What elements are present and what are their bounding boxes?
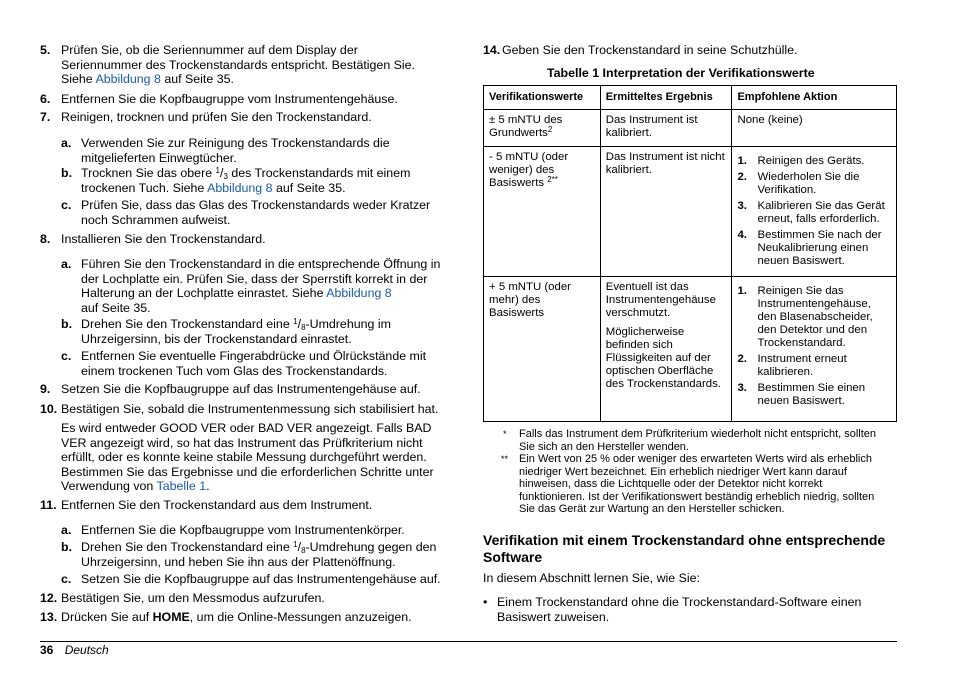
table-cell	[600, 277, 732, 422]
substep-text: des Trockenstandards mit einem	[227, 166, 411, 180]
table-cell: None (keine)	[732, 110, 897, 147]
footnote-text: funktionieren. Ist der Verifikationswert beständig erheblich niedrig, sollten	[519, 490, 875, 503]
footnote-text: Sie das Gerät zur Wartung an den Hersteller schicken.	[519, 503, 785, 516]
fraction-numerator: 1	[215, 166, 220, 175]
substep-text: -Umdrehung gegen den	[305, 540, 437, 554]
paragraph-line: Bestimmen Sie das Ergebnisse und die erforderlichen Schritte unter	[61, 464, 434, 479]
step-8b: b. Drehen Sie den Trockenstandard eine $^1/_8$-Umdrehung im Uhrzeigersinn, bis der Trockenstandard einrastet.	[61, 317, 461, 346]
bullet-text: Einem Trockenstandard ohne die Trockenstandard-Software einen	[497, 595, 862, 609]
action-text: neuen Basiswert.	[757, 395, 845, 407]
action-number: 3.	[737, 382, 747, 394]
section-heading-line: Software	[483, 549, 543, 565]
action-text: Neukalibrierung einen	[757, 242, 869, 254]
step-number: 13.	[40, 610, 58, 624]
step-7	[40, 110, 372, 125]
substep-text: Verwenden Sie zur Reinigung des Trockenstandards die	[81, 136, 390, 150]
table-row	[484, 277, 897, 422]
substep-text: Halterung an der Lochplatte einrastet. Siehe	[81, 286, 327, 301]
action-text: kalibrieren.	[757, 366, 814, 378]
action-text: Instrumentengehäuse,	[757, 298, 871, 310]
link-abbildung-8[interactable]: Abbildung 8	[326, 286, 392, 301]
action-list	[737, 285, 891, 408]
table-cell	[484, 110, 601, 147]
section-heading-line: Verifikation mit einem Trockenstandard ohne entsprechende	[483, 532, 886, 548]
step-14	[483, 43, 798, 58]
fraction-numerator: 1	[293, 317, 298, 326]
substep-text: Entfernen Sie die Kopfbaugruppe vom Instrumentenkörper.	[81, 523, 405, 537]
cell-text: Instrumentengehäuse	[605, 294, 716, 306]
step-text: auf Seite 35.	[160, 72, 234, 87]
substep-text: Prüfen Sie, dass das Glas des Trockenstandards weder Kratzer	[81, 198, 431, 212]
substep-label: b.	[61, 540, 73, 554]
table-header-cell: Empfohlene Aktion	[732, 86, 897, 110]
action-item	[737, 200, 891, 226]
action-item	[737, 229, 891, 268]
substep-text: Uhrzeigersinn, und heben Sie ihn aus der Plattenöffnung.	[81, 554, 396, 569]
cell-text: Basiswerts	[489, 177, 548, 189]
step-number: 5.	[40, 43, 51, 57]
step-5	[40, 43, 460, 87]
step-text: Installieren Sie den Trockenstandard.	[61, 232, 266, 246]
paragraph-line: VER angezeigt wird, so hat das Instrument das Prüfkriterium nicht	[61, 435, 423, 450]
substep-text: mitgelieferten Einwegtücher.	[81, 150, 237, 165]
action-text: Verifikation.	[757, 184, 817, 196]
cell-text: optischen Oberfläche	[605, 365, 714, 377]
step-8a	[61, 257, 461, 315]
cell-text: kalibriert.	[605, 127, 652, 139]
bullet-mark: •	[483, 595, 488, 609]
action-number: 3.	[737, 200, 747, 212]
step-text: , um die Online-Messungen anzuzeigen.	[189, 610, 412, 624]
step-7a	[61, 136, 461, 165]
step-13	[40, 610, 412, 625]
footnote-text: Ein Wert von 25 % oder weniger des erwarteten Werts wird als erheblich	[519, 453, 872, 465]
action-item	[737, 155, 891, 168]
footnote-text: hinweisen, dass die Lichtquelle oder der Detektor nicht korrekt	[519, 478, 823, 491]
fraction-denominator: 3	[223, 172, 228, 181]
cell-text: verschmutzt.	[605, 307, 671, 319]
paragraph-line: Verwendung von	[61, 479, 157, 494]
action-item	[737, 382, 891, 408]
footnote-mark: *	[503, 429, 507, 439]
action-text: Reinigen Sie das	[757, 285, 844, 297]
cell-text: + 5 mNTU (oder	[489, 281, 571, 293]
action-text: Bestimmen Sie nach der	[757, 229, 882, 241]
substep-text: Setzen Sie die Kopfbaugruppe auf das Instrumentengehäuse auf.	[81, 572, 441, 586]
table-header-cell: Verifikationswerte	[484, 86, 601, 110]
page-number: 36	[40, 643, 54, 657]
action-text: neuen Basiswert.	[757, 255, 845, 267]
table-header-row	[484, 86, 897, 110]
cell-text: befinden sich	[605, 339, 673, 351]
footnote-ref: 2	[547, 125, 553, 134]
footer-language: Deutsch	[64, 643, 109, 657]
substep-label: b.	[61, 317, 73, 331]
step-11	[40, 498, 372, 513]
step-9	[40, 382, 421, 397]
substep-label: a.	[61, 257, 72, 271]
substep-text: Trocknen Sie das obere	[81, 166, 216, 180]
action-number: 4.	[737, 229, 747, 241]
action-number: 1.	[737, 285, 747, 297]
substep-label: c.	[61, 572, 72, 586]
step-8c	[61, 349, 461, 378]
cell-text: mehr) des	[489, 294, 541, 306]
bullet-item	[483, 595, 897, 624]
cell-text: ± 5 mNTU des	[489, 114, 563, 126]
substep-text: einem trockenen Tuch vom Glas des Trockenstandards.	[81, 363, 388, 378]
table-cell	[484, 277, 601, 422]
substep-text: Führen Sie den Trockenstandard in die entsprechende Öffnung in	[81, 257, 441, 271]
footnote-1	[503, 428, 899, 453]
step-text: Siehe	[61, 72, 96, 87]
footnote-2	[501, 453, 899, 516]
step-text: Setzen Sie die Kopfbaugruppe auf das Instrumentengehäuse auf.	[61, 382, 421, 396]
step-number: 9.	[40, 382, 51, 396]
action-text: Trockenstandard.	[757, 337, 846, 349]
action-text: Kalibrieren Sie das Gerät	[757, 200, 885, 212]
action-text: Reinigen des Geräts.	[757, 155, 865, 167]
step-10-paragraph	[61, 421, 461, 494]
step-text: Entfernen Sie die Kopfbaugruppe vom Instrumentengehäuse.	[61, 92, 398, 106]
table-cell	[732, 147, 897, 277]
cell-text: weniger) des	[489, 164, 555, 176]
cell-text: kalibriert.	[605, 164, 652, 176]
table-header-cell: Ermitteltes Ergebnis	[600, 86, 732, 110]
substep-label: a.	[61, 136, 72, 150]
substep-text: Drehen Sie den Trockenstandard eine	[81, 317, 294, 331]
substep-label: a.	[61, 523, 72, 537]
step-text: Prüfen Sie, ob die Seriennummer auf dem Display der	[61, 43, 358, 57]
substep-text: auf Seite 35.	[81, 300, 151, 315]
substep-text: Entfernen Sie eventuelle Fingerabdrücke und Ölrückstände mit	[81, 349, 427, 363]
step-text: Seriennummer des Trockenstandards entspricht. Bestätigen Sie.	[61, 57, 416, 72]
step-text: Bestätigen Sie, um den Messmodus aufzurufen.	[61, 591, 325, 605]
action-text: erneut, falls erforderlich.	[757, 213, 880, 225]
substep-text: noch Schrammen aufweist.	[81, 212, 231, 227]
cell-text: Grundwerts	[489, 127, 548, 139]
table-row	[484, 110, 897, 147]
table-row	[484, 147, 897, 277]
fraction-numerator: 1	[293, 540, 298, 549]
step-11b: b. Drehen Sie den Trockenstandard eine $^1/_8$-Umdrehung gegen den Uhrzeigersinn, und heben Sie ihn aus der Plattenöffnung.	[61, 540, 461, 569]
action-text: Instrument erneut	[757, 353, 847, 365]
step-number: 6.	[40, 92, 51, 106]
step-11c	[61, 572, 461, 587]
paragraph-line: Es wird entweder GOOD VER oder BAD VER angezeigt. Falls BAD	[61, 421, 432, 435]
step-number: 8.	[40, 232, 51, 246]
section-intro: In diesem Abschnitt lernen Sie, wie Sie:	[483, 571, 700, 585]
home-key-label: HOME	[152, 610, 190, 624]
substep-text: auf Seite 35.	[272, 180, 346, 195]
action-item	[737, 353, 891, 379]
substep-text: der Lochplatte ein. Prüfen Sie, dass der Sperrstift korrekt in der	[81, 271, 428, 286]
action-item	[737, 171, 891, 197]
table-cell	[732, 277, 897, 422]
action-list	[737, 155, 891, 268]
table-caption: Tabelle 1 Interpretation der Verifikationswerte	[547, 66, 815, 80]
paragraph-line: .	[206, 479, 210, 494]
action-item	[737, 285, 891, 350]
action-text: den Detektor und den	[757, 324, 868, 336]
footnote-text: Sie sich an den Hersteller wenden.	[519, 440, 689, 453]
footnote-ref: 2**	[547, 175, 558, 184]
link-abbildung-8[interactable]: Abbildung 8	[95, 72, 161, 87]
verification-table	[483, 85, 897, 422]
cell-text: des Trockenstandards.	[605, 378, 721, 390]
step-6	[40, 92, 398, 107]
step-text: Bestätigen Sie, sobald die Instrumentenmessung sich stabilisiert hat.	[61, 402, 439, 416]
step-number: 14.	[483, 43, 501, 57]
link-tabelle-1[interactable]: Tabelle 1	[156, 479, 207, 494]
cell-text: - 5 mNTU (oder	[489, 151, 569, 163]
step-text: Geben Sie den Trockenstandard in seine Schutzhülle.	[502, 43, 798, 57]
page-footer	[40, 643, 109, 658]
cell-text: Eventuell ist das	[605, 281, 689, 293]
table-cell	[600, 147, 732, 277]
action-text: Wiederholen Sie die	[757, 171, 860, 183]
step-12	[40, 591, 325, 606]
table-cell	[600, 110, 732, 147]
action-text: Bestimmen Sie einen	[757, 382, 866, 394]
cell-text: Basiswerts	[489, 307, 545, 319]
cell-text: Das Instrument ist nicht	[605, 151, 725, 163]
footnote-text: Falls das Instrument dem Prüfkriterium wiederholt nicht entspricht, sollten	[519, 428, 877, 440]
action-number: 2.	[737, 171, 747, 183]
step-number: 12.	[40, 591, 58, 605]
cell-text: Flüssigkeiten auf der	[605, 352, 711, 364]
cell-text: Möglicherweise	[605, 326, 685, 338]
fraction-denominator: 8	[301, 323, 306, 332]
substep-label: c.	[61, 198, 72, 212]
action-number: 1.	[737, 155, 747, 167]
substep-text: Drehen Sie den Trockenstandard eine	[81, 540, 294, 554]
step-7c	[61, 198, 461, 227]
step-text: Reinigen, trocknen und prüfen Sie den Trockenstandard.	[61, 110, 372, 124]
substep-text: trockenen Tuch. Siehe	[81, 180, 208, 195]
substep-label: b.	[61, 166, 73, 180]
action-number: 2.	[737, 353, 747, 365]
fraction-denominator: 8	[301, 546, 306, 555]
paragraph-line: erfüllt, oder es konnte keine stabile Messung durchgeführt werden.	[61, 450, 427, 465]
step-text: Entfernen Sie den Trockenstandard aus dem Instrument.	[61, 498, 373, 512]
table-cell	[484, 147, 601, 277]
step-11a	[61, 523, 461, 538]
footer-rule	[40, 641, 897, 642]
link-abbildung-8[interactable]: Abbildung 8	[207, 180, 273, 195]
substep-text: -Umdrehung im	[305, 317, 391, 331]
step-10	[40, 402, 438, 417]
footnote-text: niedriger Wert bezeichnet. Ein erheblich niedriger Wert kann darauf	[519, 465, 847, 478]
step-text: Drücken Sie auf	[61, 610, 153, 624]
step-number: 7.	[40, 110, 51, 124]
cell-text: Das Instrument ist	[605, 114, 698, 126]
section-heading	[483, 532, 897, 566]
substep-text: Uhrzeigersinn, bis der Trockenstandard einrastet.	[81, 331, 352, 346]
footnote-mark: **	[501, 454, 509, 464]
step-number: 11.	[40, 498, 57, 512]
action-text: den Blasenabscheider,	[757, 311, 873, 323]
step-8	[40, 232, 266, 247]
step-number: 10.	[40, 402, 58, 416]
substep-label: c.	[61, 349, 72, 363]
step-7b: b. Trocknen Sie das obere $^1/_3$ des Trockenstandards mit einem trockenen Tuch. Siehe Abbildung 8 auf Seite 35.	[61, 166, 411, 195]
bullet-text: Basiswert zuweisen.	[497, 609, 610, 624]
